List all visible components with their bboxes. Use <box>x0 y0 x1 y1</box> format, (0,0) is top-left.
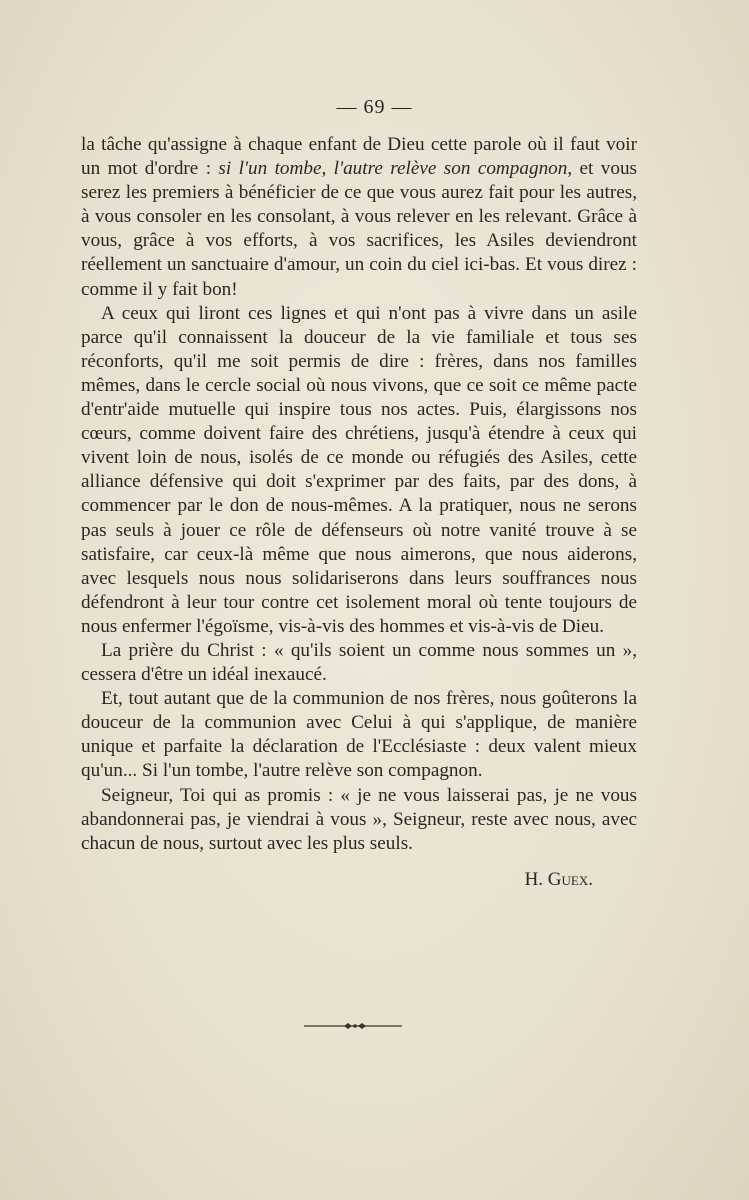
paragraph-1-text-b: , et vous serez les premiers à bénéficier de ce que vous aurez fait pour les autres, à vous consoler en les consolant, à vous relever en les relevant. Grâce à vous, grâce à vos efforts, à vos sacrifices, les Asiles deviendront réellement un sanctuaire d'amour, un coin du ciel ici-bas. Et vous direz : comme il y fait bon! <box>81 158 638 300</box>
page-number: — 69 — <box>336 96 413 118</box>
ornament-diamond-left <box>344 1023 352 1029</box>
body-text <box>81 133 637 892</box>
author-name: Guex. <box>547 868 593 890</box>
paragraph-2: A ceux qui liront ces lignes et qui n'ont pas à vivre dans un asile parce qu'il connaissent la douceur de la vie familiale et tous ses réconforts, qu'il me soit permis de dire : frères, dans nos familles mêmes, dans le cercle social où nous vivons, que ce soit ce même pacte d'entr'aide mutuelle qui inspire tous nos actes. Puis, élargissons nos cœurs, comme doivent faire des chrétiens, jusqu'à étendre à ceux qui vivent loin de nous, isolés de ce monde ou réfugiés des Asiles, cette alliance défensive qui doit s'exprimer par des faits, par des dons, à commencer par le don de nous-mêmes. A la pratiquer, nous ne serons pas seuls à jouer ce rôle de défenseurs où notre vanité trouve à se satisfaire, car ceux-là même que nous aimerons, que nous aiderons, avec lesquels nous nous solidariserons dans leurs souffrances nous défendront à leur tour contre cet isolement moral où tente toujours de nous enfermer l'égoïsme, vis-à-vis des hommes et vis-à-vis de Dieu. <box>81 302 637 637</box>
ornament-diamond-right <box>358 1023 366 1029</box>
paragraph-3: La prière du Christ : « qu'ils soient un comme nous sommes un », cessera d'être un idéal inexaucé. <box>81 639 637 686</box>
end-ornament <box>304 1019 402 1033</box>
paragraph-1 <box>81 133 637 302</box>
paragraph-5: Seigneur, Toi qui as promis : « je ne vous laisserai pas, je ne vous abandonnerai pas, je viendrai à vous », Seigneur, reste avec nous, avec chacun de nous, surtout avec les plus seuls. <box>81 784 637 854</box>
author-initial: H. <box>524 868 544 890</box>
paragraph-4: Et, tout autant que de la communion de nos frères, nous goûterons la douceur de la communion avec Celui à qui s'applique, de manière unique et parfaite la déclaration de l'Ecclésiaste : deux valent mieux qu'un... Si l'un tombe, l'autre relève son compagnon. <box>81 688 637 782</box>
author-signature <box>81 868 637 892</box>
paragraph-1-text-a: la tâche qu'assigne à chaque enfant de Dieu cette parole où il faut voir un mot d'ordre : <box>81 134 637 180</box>
ornament-diamond-center <box>352 1024 358 1028</box>
paragraph-1-quotation: si l'un tombe, l'autre relève son compagnon <box>218 158 568 180</box>
